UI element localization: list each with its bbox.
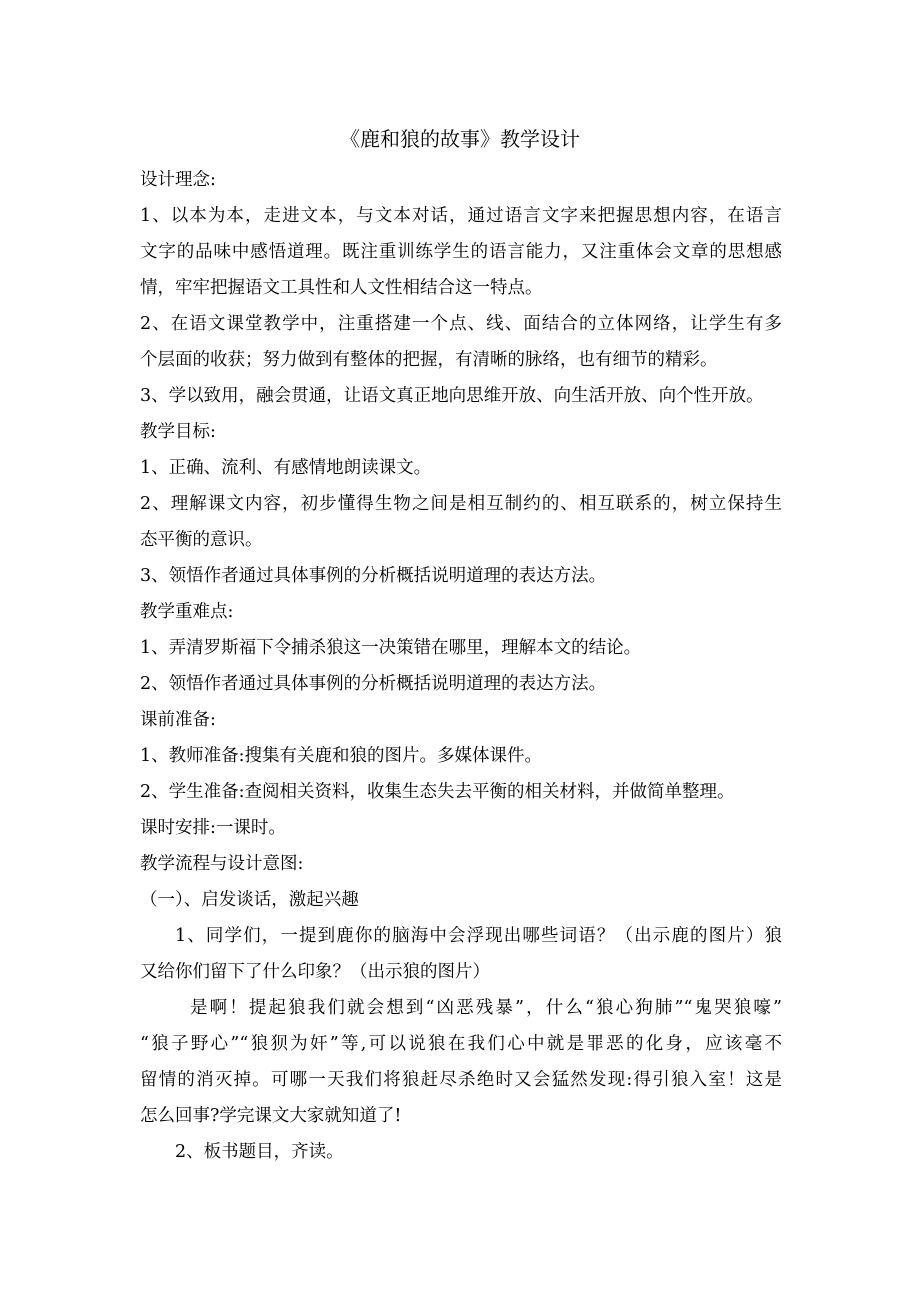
text-line: 设计理念:	[140, 170, 216, 190]
text-line: 教学流程与设计意图:	[140, 854, 304, 874]
text-line: 课前准备:	[140, 710, 216, 730]
text-line: 1、教师准备:搜集有关鹿和狼的图片。多媒体课件。	[140, 746, 543, 766]
text-line: 教学目标:	[140, 422, 216, 442]
document-body	[140, 162, 782, 1170]
text-line: 文字的品味中感悟道理。既注重训练学生的语言能力，又注重体会文章的思想感	[140, 242, 782, 262]
text-line: 1、弄清罗斯福下令捕杀狼这一决策错在哪里，理解本文的结论。	[140, 638, 642, 658]
text-line: 2、板书题目，齐读。	[175, 1142, 344, 1162]
document-title: 《鹿和狼的故事》教学设计	[340, 127, 580, 151]
text-line: 留情的消灭掉。可哪一天我们将狼赶尽杀绝时又会猛然发现:得引狼入室！这是	[140, 1070, 782, 1090]
text-line: 1、正确、流利、有感情地朗读课文。	[140, 458, 432, 478]
text-line: 3、领悟作者通过具体事例的分析概括说明道理的表达方法。	[140, 566, 607, 586]
text-line: 怎么回事?学完课文大家就知道了!	[140, 1106, 402, 1126]
text-line: 课时安排:一课时。	[140, 818, 286, 838]
text-line: “狼子野心”“狼狈为奸”等,可以说狼在我们心中就是罪恶的化身，应该毫不	[140, 1034, 782, 1054]
text-line: 2、学生准备:查阅相关资料，收集生态失去平衡的相关材料，并做简单整理。	[140, 782, 735, 802]
text-line: 2、在语文课堂教学中，注重搭建一个点、线、面结合的立体网络，让学生有多	[140, 314, 782, 334]
text-line: 1、以本为本，走进文本，与文本对话，通过语言文字来把握思想内容，在语言	[140, 206, 782, 226]
text-line: （一）、启发谈话，激起兴趣	[140, 890, 359, 910]
text-line: 是啊！提起狼我们就会想到“凶恶残暴”，什么“狼心狗肺”“鬼哭狼嚎”	[190, 998, 782, 1018]
text-line: 个层面的收获；努力做到有整体的把握，有清晰的脉络，也有细节的精彩。	[140, 350, 718, 370]
text-line: 1、同学们，一提到鹿你的脑海中会浮现出哪些词语？（出示鹿的图片）狼	[175, 926, 782, 946]
text-line: 又给你们留下了什么印象？（出示狼的图片）	[140, 962, 490, 982]
text-line: 3、学以致用，融会贯通，让语文真正地向思维开放、向生活开放、向个性开放。	[140, 386, 764, 406]
text-line: 教学重难点:	[140, 602, 234, 622]
text-line: 态平衡的意识。	[140, 530, 263, 550]
text-line: 情，牢牢把握语文工具性和人文性相结合这一特点。	[140, 278, 543, 298]
text-line: 2、理解课文内容，初步懂得生物之间是相互制约的、相互联系的，树立保持生	[140, 494, 782, 514]
text-line: 2、领悟作者通过具体事例的分析概括说明道理的表达方法。	[140, 674, 607, 694]
